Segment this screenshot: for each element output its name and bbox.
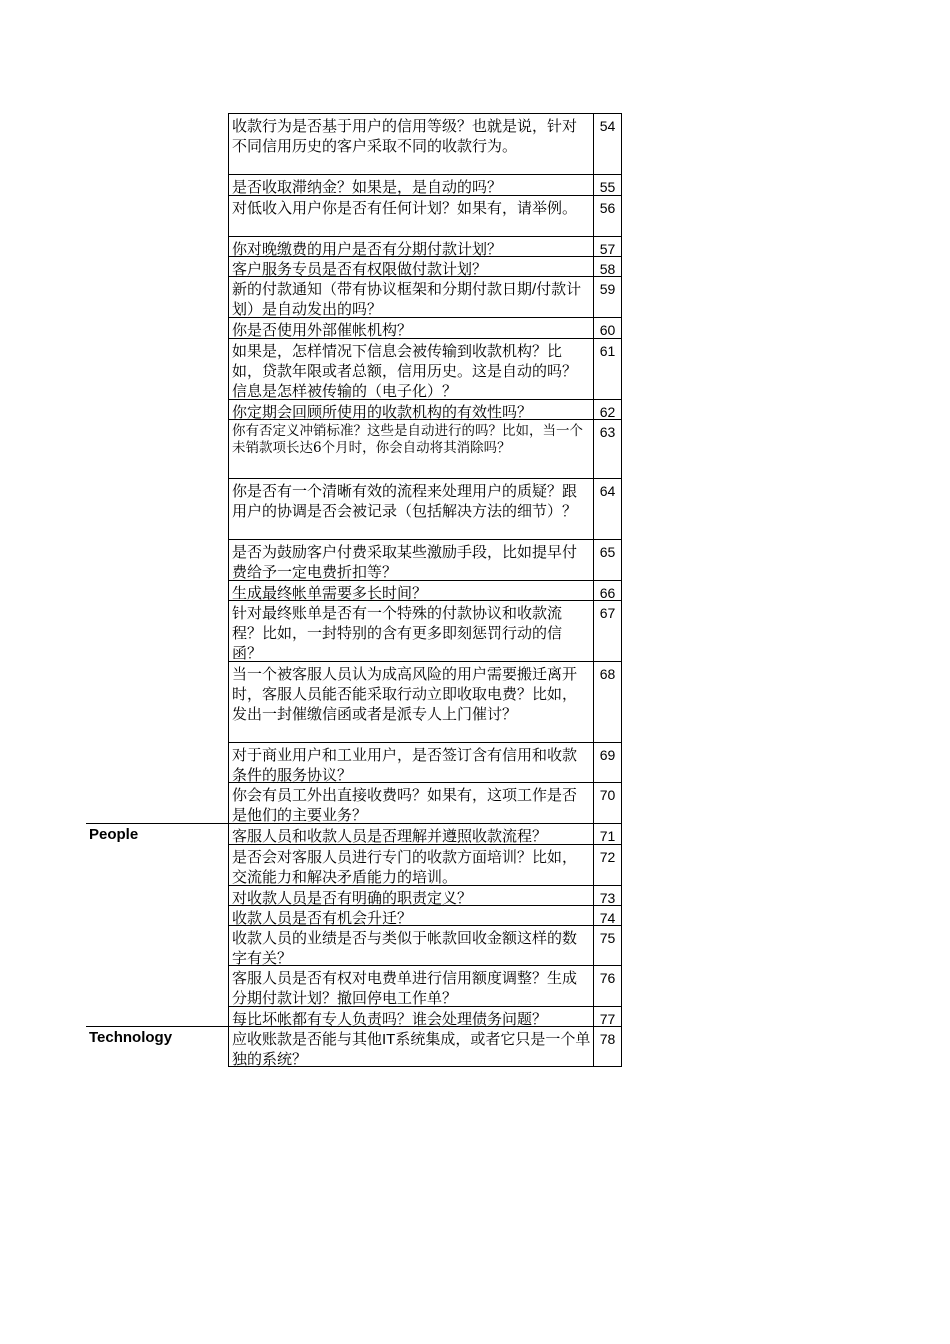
table-bottom-border [228,1066,622,1067]
table-row [228,965,622,1006]
table-row [228,195,622,236]
table-row [228,236,622,256]
question-text: 你有否定义冲销标准？这些是自动进行的吗？比如，当一个未销款项长达6个月时，你会自动将其消除吗？ [228,420,594,478]
table-row [228,782,622,823]
question-number: 69 [594,743,622,782]
question-text: 客服人员是否有权对电费单进行信用额度调整？生成分期付款计划？撤回停电工作单？ [228,966,594,1006]
question-text: 你对晚缴费的用户是否有分期付款计划？ [228,237,594,256]
table-row [228,885,622,905]
question-number: 78 [594,1027,622,1066]
question-text: 客服人员和收款人员是否理解并遵照收款流程？ [228,824,594,844]
question-number: 73 [594,886,622,905]
table-row [228,256,622,276]
question-number: 76 [594,966,622,1006]
question-text: 新的付款通知（带有协议框架和分期付款日期/付款计划）是自动发出的吗？ [228,277,594,317]
question-text: 收款行为是否基于用户的信用等级？也就是说，针对不同信用历史的客户采取不同的收款行为。 [228,114,594,174]
question-number: 56 [594,196,622,236]
question-text: 是否收取滞纳金？如果是，是自动的吗？ [228,175,594,195]
table-row [228,174,622,195]
question-text: 如果是，怎样情况下信息会被传输到收款机构？比如，贷款年限或者总额，信用历史。这是自动的吗？信息是怎样被传输的（电子化）？ [228,339,594,399]
question-number: 60 [594,318,622,338]
question-text: 你会有员工外出直接收费吗？如果有，这项工作是否是他们的主要业务？ [228,783,594,823]
question-number: 75 [594,926,622,965]
question-text: 是否会对客服人员进行专门的收款方面培训？比如，交流能力和解决矛盾能力的培训。 [228,845,594,885]
question-text: 客户服务专员是否有权限做付款计划？ [228,257,594,276]
question-text: 应收账款是否能与其他IT系统集成，或者它只是一个单独的系统？ [228,1027,594,1066]
table-row [228,823,622,844]
question-number: 71 [594,824,622,844]
question-number: 54 [594,114,622,174]
question-number: 64 [594,479,622,539]
question-number: 65 [594,540,622,580]
question-number: 66 [594,581,622,600]
table-row [228,661,622,742]
question-text: 你是否有一个清晰有效的流程来处理用户的质疑？跟用户的协调是否会被记录（包括解决方法的细节）？ [228,479,594,539]
question-number: 63 [594,420,622,478]
table-row [228,844,622,885]
table-row [228,276,622,317]
category-divider [86,1026,228,1027]
question-text: 对低收入用户你是否有任何计划？如果有，请举例。 [228,196,594,236]
question-number: 72 [594,845,622,885]
question-number: 55 [594,175,622,195]
question-number: 61 [594,339,622,399]
question-text: 是否为鼓励客户付费采取某些激励手段，比如提早付费给予一定电费折扣等？ [228,540,594,580]
table-row [228,317,622,338]
table-row [228,419,622,478]
table-row [228,600,622,661]
category-label-people: People [89,826,139,843]
question-number: 59 [594,277,622,317]
table-row [228,580,622,600]
question-text: 每比坏帐都有专人负责吗？谁会处理债务问题？ [228,1007,594,1026]
table-row [228,742,622,782]
table-row [228,399,622,419]
category-divider [86,823,228,824]
question-text: 对收款人员是否有明确的职责定义？ [228,886,594,905]
table-row [228,905,622,925]
question-text: 针对最终账单是否有一个特殊的付款协议和收款流程？比如，一封特别的含有更多即刻惩罚行动的信函？ [228,601,594,661]
question-number: 57 [594,237,622,256]
table-row [228,338,622,399]
question-number: 70 [594,783,622,823]
question-number: 62 [594,400,622,419]
category-label-technology: Technology [89,1029,173,1046]
table-row [228,1026,622,1066]
question-text: 你是否使用外部催帐机构？ [228,318,594,338]
table-row [228,478,622,539]
question-text: 你定期会回顾所使用的收款机构的有效性吗？ [228,400,594,419]
table-row [228,539,622,580]
table-row [228,925,622,965]
question-number: 67 [594,601,622,661]
question-number: 58 [594,257,622,276]
question-text: 当一个被客服人员认为成高风险的用户需要搬迁离开时，客服人员能否能采取行动立即收取电费？比如，发出一封催缴信函或者是派专人上门催讨？ [228,662,594,742]
question-number: 68 [594,662,622,742]
table-row [228,113,622,174]
question-number: 77 [594,1007,622,1026]
table-row [228,1006,622,1026]
question-text: 生成最终帐单需要多长时间？ [228,581,594,600]
question-text: 收款人员是否有机会升迁？ [228,906,594,925]
question-text: 收款人员的业绩是否与类似于帐款回收金额这样的数字有关？ [228,926,594,965]
question-text: 对于商业用户和工业用户，是否签订含有信用和收款条件的服务协议？ [228,743,594,782]
question-number: 74 [594,906,622,925]
